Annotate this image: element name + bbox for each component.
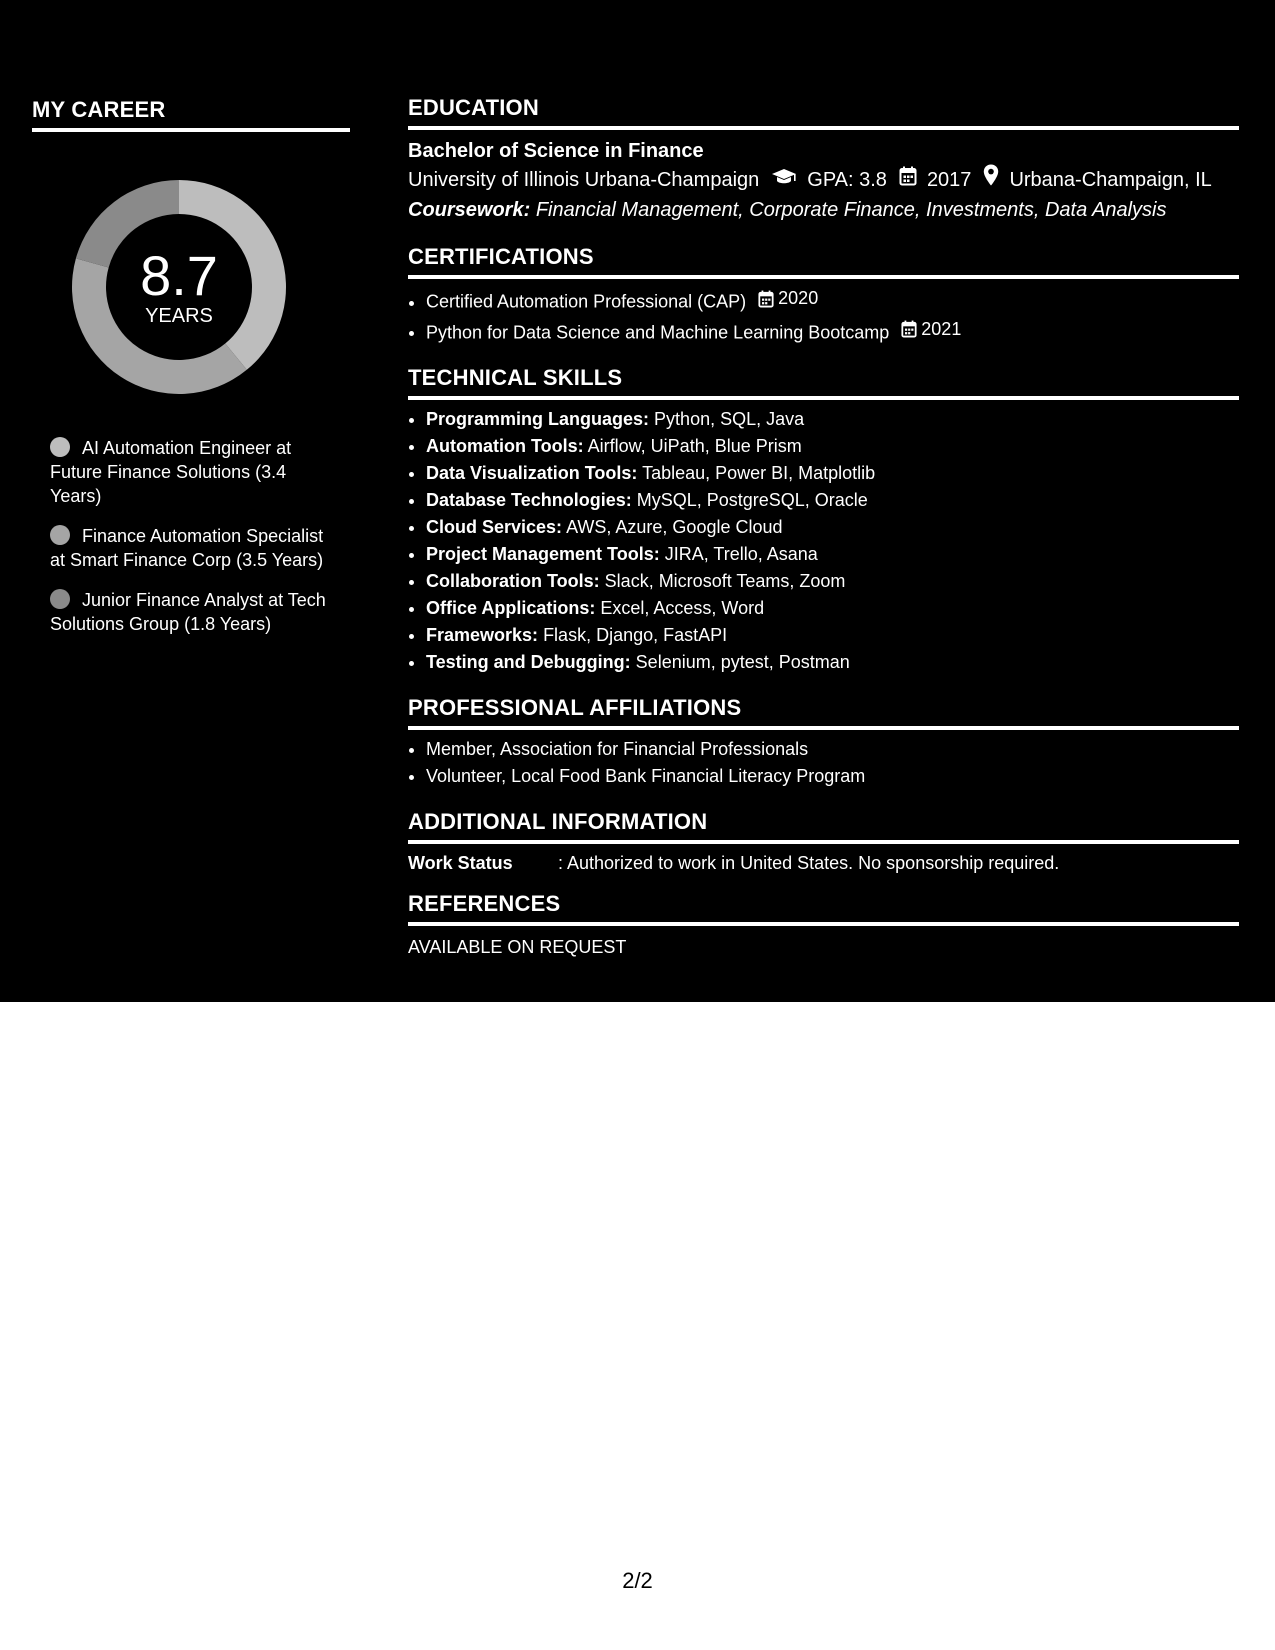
skill-label: Automation Tools: [426,436,584,456]
career-total-years: 8.7 [140,243,218,307]
career-donut-center [66,174,292,400]
skill-label: Office Applications: [426,598,596,618]
school-name: University of Illinois Urbana-Champaign [408,168,760,191]
certification-name: Python for Data Science and Machine Learning Bootcamp [426,322,890,342]
page-number: 2/2 [622,1568,653,1593]
legend-dot-icon [50,437,70,457]
work-status-value: : Authorized to work in United States. No sponsorship required. [558,853,1060,873]
coursework [408,195,1239,225]
career-column [32,96,350,634]
skill-label: Database Technologies: [426,490,632,510]
certification-item [426,316,1239,347]
career-total-unit: YEARS [145,304,213,327]
graduation-cap-icon [771,165,797,195]
skills-list [408,406,1239,676]
career-heading: MY CAREER [32,96,350,132]
work-status-label: Work Status [408,853,513,873]
certification-item [426,285,1239,316]
skill-item [426,541,1239,568]
career-legend-item [50,436,340,508]
career-legend-label: Junior Finance Analyst at Tech Solutions Group (1.8 Years) [50,590,326,634]
legend-dot-icon [50,525,70,545]
coursework-list: Financial Management, Corporate Finance, Investments, Data Analysis [535,199,1167,221]
skill-item [426,406,1239,433]
map-pin-icon [983,164,999,195]
calendar-icon [901,320,917,338]
affiliation-item: • Member, Association for Financial Professionals [426,736,1239,763]
skill-label: Cloud Services: [426,517,563,537]
skill-value: Slack, Microsoft Teams, Zoom [604,571,846,591]
certifications-heading: CERTIFICATIONS [408,243,1239,279]
additional-info-heading: ADDITIONAL INFORMATION [408,808,1239,844]
skill-value: JIRA, Trello, Asana [664,544,818,564]
career-legend [50,436,340,652]
skill-item [426,487,1239,514]
skill-item [426,568,1239,595]
skill-value: Airflow, UiPath, Blue Prism [587,436,802,456]
skill-label: Collaboration Tools: [426,571,600,591]
references-text: AVAILABLE ON REQUEST [408,937,627,957]
gpa: GPA: 3.8 [807,168,887,191]
legend-dot-icon [50,589,70,609]
affiliations-heading: PROFESSIONAL AFFILIATIONS [408,694,1239,730]
coursework-label: Coursework: [408,199,531,221]
career-legend-label: Finance Automation Specialist at Smart Finance Corp (3.5 Years) [50,526,324,570]
certification-name: Certified Automation Professional (CAP) [426,291,747,312]
skill-item [426,595,1239,622]
work-status [408,850,1239,876]
skill-item [426,649,1239,676]
skill-item [426,514,1239,541]
skill-value: Flask, Django, FastAPI [543,625,728,645]
career-legend-item [50,588,340,636]
skill-value: Python, SQL, Java [654,409,805,429]
degree-title: Bachelor of Science in Finance [408,140,704,162]
skill-label: Frameworks: [426,625,539,645]
graduation-year: 2017 [926,168,972,191]
references-heading: REFERENCES [408,890,1239,926]
skills-heading: TECHNICAL SKILLS [408,364,1239,400]
career-legend-item [50,524,340,572]
skill-item [426,460,1239,487]
main-column [408,94,1239,960]
education-heading: EDUCATION [408,94,1239,130]
skill-label: Data Visualization Tools: [426,463,638,483]
skill-item [426,622,1239,649]
skill-label: Project Management Tools: [426,544,660,564]
certifications-list [408,285,1239,346]
calendar-icon [899,165,917,195]
skill-label: Testing and Debugging: [426,652,631,672]
career-legend-label: AI Automation Engineer at Future Finance Solutions (3.4 Years) [50,438,292,506]
affiliation-item: • Volunteer, Local Food Bank Financial Literacy Program [426,763,1239,790]
certification-year: 2021 [921,318,962,339]
skill-item [426,433,1239,460]
certification-year: 2020 [778,288,819,308]
skill-value: AWS, Azure, Google Cloud [566,517,783,537]
skill-value: Selenium, pytest, Postman [635,652,850,672]
skill-label: Programming Languages: [426,409,650,429]
calendar-icon [758,290,774,308]
skill-value: Tableau, Power BI, Matplotlib [642,463,876,483]
school-location: Urbana-Champaign, IL [1009,168,1212,191]
education-details [408,164,1239,195]
affiliations-list [408,736,1239,790]
skill-value: MySQL, PostgreSQL, Oracle [636,490,868,510]
skill-value: Excel, Access, Word [600,598,765,618]
